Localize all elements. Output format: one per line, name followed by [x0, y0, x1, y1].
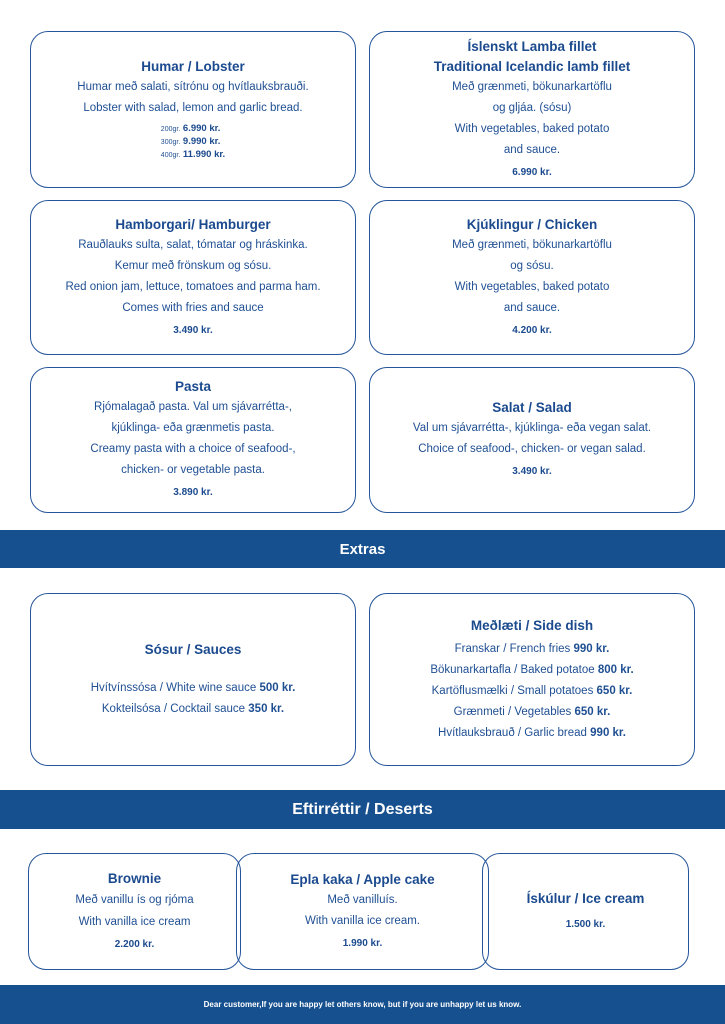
sauce-label: Kokteilsósa / Cocktail sauce	[101, 702, 246, 715]
dish-description: Með grænmeti, bökunarkartöflu	[452, 238, 612, 251]
sauces-card	[30, 593, 356, 766]
desserts-heading: Eftirréttir / Deserts	[0, 790, 725, 829]
dish-description: Kemur með frönskum og sósu.	[114, 259, 272, 272]
side-item	[432, 681, 633, 702]
dessert-title: Ískúlur / Ice cream	[526, 890, 645, 906]
dish-description: and sauce.	[503, 143, 561, 156]
dish-description: Val um sjávarrétta-, kjúklinga- eða vegan salat.	[412, 422, 652, 434]
dessert-brownie	[28, 853, 241, 970]
dish-price: 3.490 kr.	[512, 466, 552, 477]
dish-price: 4.200 kr.	[512, 324, 552, 336]
dish-description-is: Humar með salati, sítrónu og hvítlauksbrauði.	[77, 81, 309, 93]
menu-item-lobster	[30, 31, 356, 188]
size-label: 400gr.	[160, 152, 181, 159]
dessert-price: 1.500 kr.	[565, 918, 606, 930]
side-price: 990 kr.	[573, 642, 610, 655]
sauce-price: 500 kr.	[259, 681, 296, 694]
dish-title: Íslenskt Lamba fillet	[467, 38, 597, 54]
dish-description: Red onion jam, lettuce, tomatoes and parma ham.	[65, 280, 321, 293]
dessert-price: 2.200 kr.	[114, 938, 155, 950]
dessert-title: Brownie	[107, 870, 162, 886]
dish-description: og sósu.	[510, 259, 554, 272]
dish-description: and sauce.	[503, 301, 561, 314]
side-price: 800 kr.	[597, 663, 634, 676]
dish-price: 6.990 kr.	[512, 166, 552, 178]
dessert-title: Epla kaka / Apple cake	[290, 871, 435, 887]
dish-description: og gljáa. (sósu)	[492, 101, 572, 114]
sauces-title: Sósur / Sauces	[144, 641, 242, 657]
size-row	[161, 123, 225, 136]
dish-title: Hamborgari/ Hamburger	[115, 216, 271, 232]
dish-description: With vegetables, baked potato	[454, 280, 610, 293]
side-label: Kartöflusmælki / Small potatoes	[431, 684, 594, 697]
dish-description: Rauðlauks sulta, salat, tómatar og hráskinka.	[78, 238, 308, 251]
menu-item-pasta	[30, 367, 356, 513]
dish-title: Salat / Salad	[492, 400, 572, 415]
sides-title: Meðlæti / Side dish	[470, 617, 594, 633]
dish-title: Kjúklingur / Chicken	[466, 216, 598, 232]
dish-description: Með grænmeti, bökunarkartöflu	[452, 80, 612, 93]
dish-description: Creamy pasta with a choice of seafood-,	[90, 443, 296, 455]
side-item	[430, 660, 633, 681]
dessert-apple-cake	[236, 853, 489, 970]
menu-item-lamb	[369, 31, 695, 188]
dish-description: chicken- or vegetable pasta.	[121, 464, 265, 476]
dish-title: Pasta	[174, 379, 212, 394]
sauce-item	[91, 678, 296, 699]
dish-price: 3.490 kr.	[173, 324, 213, 336]
dessert-price: 1.990 kr.	[342, 937, 383, 949]
dish-title-en: Traditional Icelandic lamb fillet	[433, 58, 631, 74]
dessert-ice-cream	[482, 853, 689, 970]
size-price: 11.990 kr.	[182, 149, 226, 160]
size-price-list	[161, 123, 225, 162]
side-label: Grænmeti / Vegetables	[453, 705, 572, 718]
sauce-item	[102, 699, 284, 720]
dish-title: Humar / Lobster	[141, 59, 245, 74]
menu-item-hamburger	[30, 200, 356, 355]
size-label: 300gr.	[160, 139, 181, 146]
dessert-description: With vanilla ice cream.	[304, 914, 421, 927]
menu-item-chicken	[369, 200, 695, 355]
side-label: Hvítlauksbrauð / Garlic bread	[438, 726, 587, 739]
dish-description-en: Lobster with salad, lemon and garlic bread.	[83, 102, 303, 114]
menu-item-salad	[369, 367, 695, 513]
extras-heading: Extras	[0, 530, 725, 568]
size-price: 9.990 kr.	[182, 136, 221, 147]
dessert-description: With vanilla ice cream	[78, 915, 191, 928]
side-item	[454, 702, 611, 723]
dish-price: 3.890 kr.	[173, 487, 213, 498]
side-item	[438, 723, 626, 744]
size-row	[161, 149, 225, 162]
side-price: 650 kr.	[596, 684, 633, 697]
dish-description: kjúklinga- eða grænmetis pasta.	[111, 422, 275, 434]
size-row	[161, 136, 225, 149]
dessert-description: Með vanilluís.	[327, 893, 398, 906]
sides-card	[369, 593, 695, 766]
sauce-price: 350 kr.	[248, 702, 285, 715]
dish-description: Rjómalagað pasta. Val um sjávarrétta-,	[94, 401, 292, 413]
sauce-label: Hvítvínssósa / White wine sauce	[90, 681, 257, 694]
side-price: 650 kr.	[574, 705, 611, 718]
side-label: Franskar / French fries	[454, 642, 571, 655]
dish-description: Choice of seafood-, chicken- or vegan salad.	[418, 443, 646, 455]
dessert-description: Með vanillu ís og rjóma	[75, 893, 194, 906]
side-label: Bökunarkartafla / Baked potatoe	[430, 663, 595, 676]
side-price: 990 kr.	[590, 726, 626, 739]
footer-message: Dear customer,If you are happy let others know, but if you are unhappy let us know.	[0, 985, 725, 1024]
dish-description: With vegetables, baked potato	[454, 122, 610, 135]
size-price: 6.990 kr.	[182, 123, 221, 134]
dish-description: Comes with fries and sauce	[122, 301, 264, 314]
size-label: 200gr.	[160, 126, 181, 133]
side-item	[455, 639, 610, 660]
